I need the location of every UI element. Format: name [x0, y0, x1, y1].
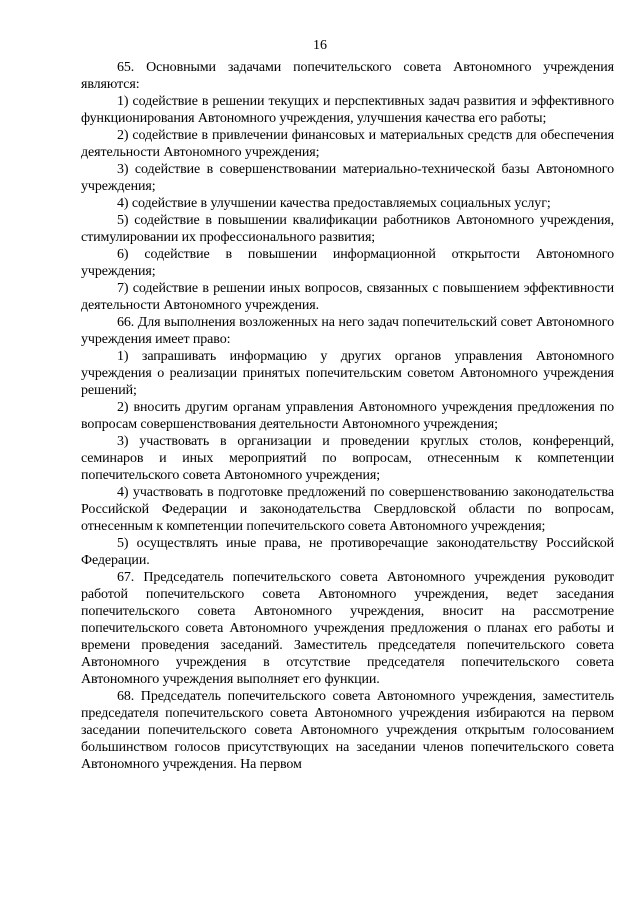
paragraph-65-intro: 65. Основными задачами попечительского совета Автономного учреждения являются: [81, 60, 614, 92]
paragraph-65-item-6: 6) содействие в повышении информационной открытости Автономного учреждения; [81, 247, 614, 279]
document-body [81, 59, 614, 773]
paragraph-66-item-2: 2) вносить другим органам управления Автономного учреждения предложения по вопросам совершенствования деятельности Автономного учреждения; [81, 400, 614, 432]
paragraph-66-item-3: 3) участвовать в организации и проведении круглых столов, конференций, семинаров и иных мероприятий по вопросам, отнесенным к компетенции попечительского совета Автономного учреждения; [81, 434, 614, 483]
paragraph-65-item-1: 1) содействие в решении текущих и перспективных задач развития и эффективного функционирования Автономного учреждения, улучшения качества его работы; [81, 94, 614, 126]
paragraph-65-item-5: 5) содействие в повышении квалификации работников Автономного учреждения, стимулировании их профессионального развития; [81, 213, 614, 245]
paragraph-68: 68. Председатель попечительского совета Автономного учреждения, заместитель председателя попечительского совета Автономного учреждения избираются на первом заседании попечительского совета Автономного учреждения открытым голосованием большинством голосов присутствующих на заседании членов попечительского совета Автономного учреждения. На первом [81, 689, 614, 772]
page-number: 16 [313, 38, 327, 53]
paragraph-66-item-1: 1) запрашивать информацию у других органов управления Автономного учреждения о реализации принятых попечительским советом Автономного учреждения решений; [81, 349, 614, 398]
paragraph-66-item-5: 5) осуществлять иные права, не противоречащие законодательству Российской Федерации. [81, 536, 614, 568]
paragraph-65-item-2: 2) содействие в привлечении финансовых и материальных средств для обеспечения деятельности Автономного учреждения; [81, 128, 614, 160]
paragraph-65-item-7: 7) содействие в решении иных вопросов, связанных с повышением эффективности деятельности Автономного учреждения. [81, 281, 614, 313]
paragraph-66-intro: 66. Для выполнения возложенных на него задач попечительский совет Автономного учреждения имеет право: [81, 315, 614, 347]
paragraph-65-item-4: 4) содействие в улучшении качества предоставляемых социальных услуг; [117, 196, 551, 211]
paragraph-67: 67. Председатель попечительского совета Автономного учреждения руководит работой попечительского совета Автономного учреждения, ведет заседания попечительского совета Автономного учреждения, вносит на рассмотрение попечительского совета Автономного учреждения предложения о планах его работы и времени проведения заседаний. Заместитель председателя попечительского совета Автономного учреждения в отсутствие председателя попечительского совета Автономного учреждения выполняет его функции. [81, 570, 614, 687]
paragraph-66-item-4: 4) участвовать в подготовке предложений по совершенствованию законодательства Российской Федерации и законодательства Свердловской области по вопросам, отнесенным к компетенции попечительского совета Автономного учреждения; [81, 485, 614, 534]
paragraph-65-item-3: 3) содействие в совершенствовании материально-технической базы Автономного учреждения; [81, 162, 614, 194]
